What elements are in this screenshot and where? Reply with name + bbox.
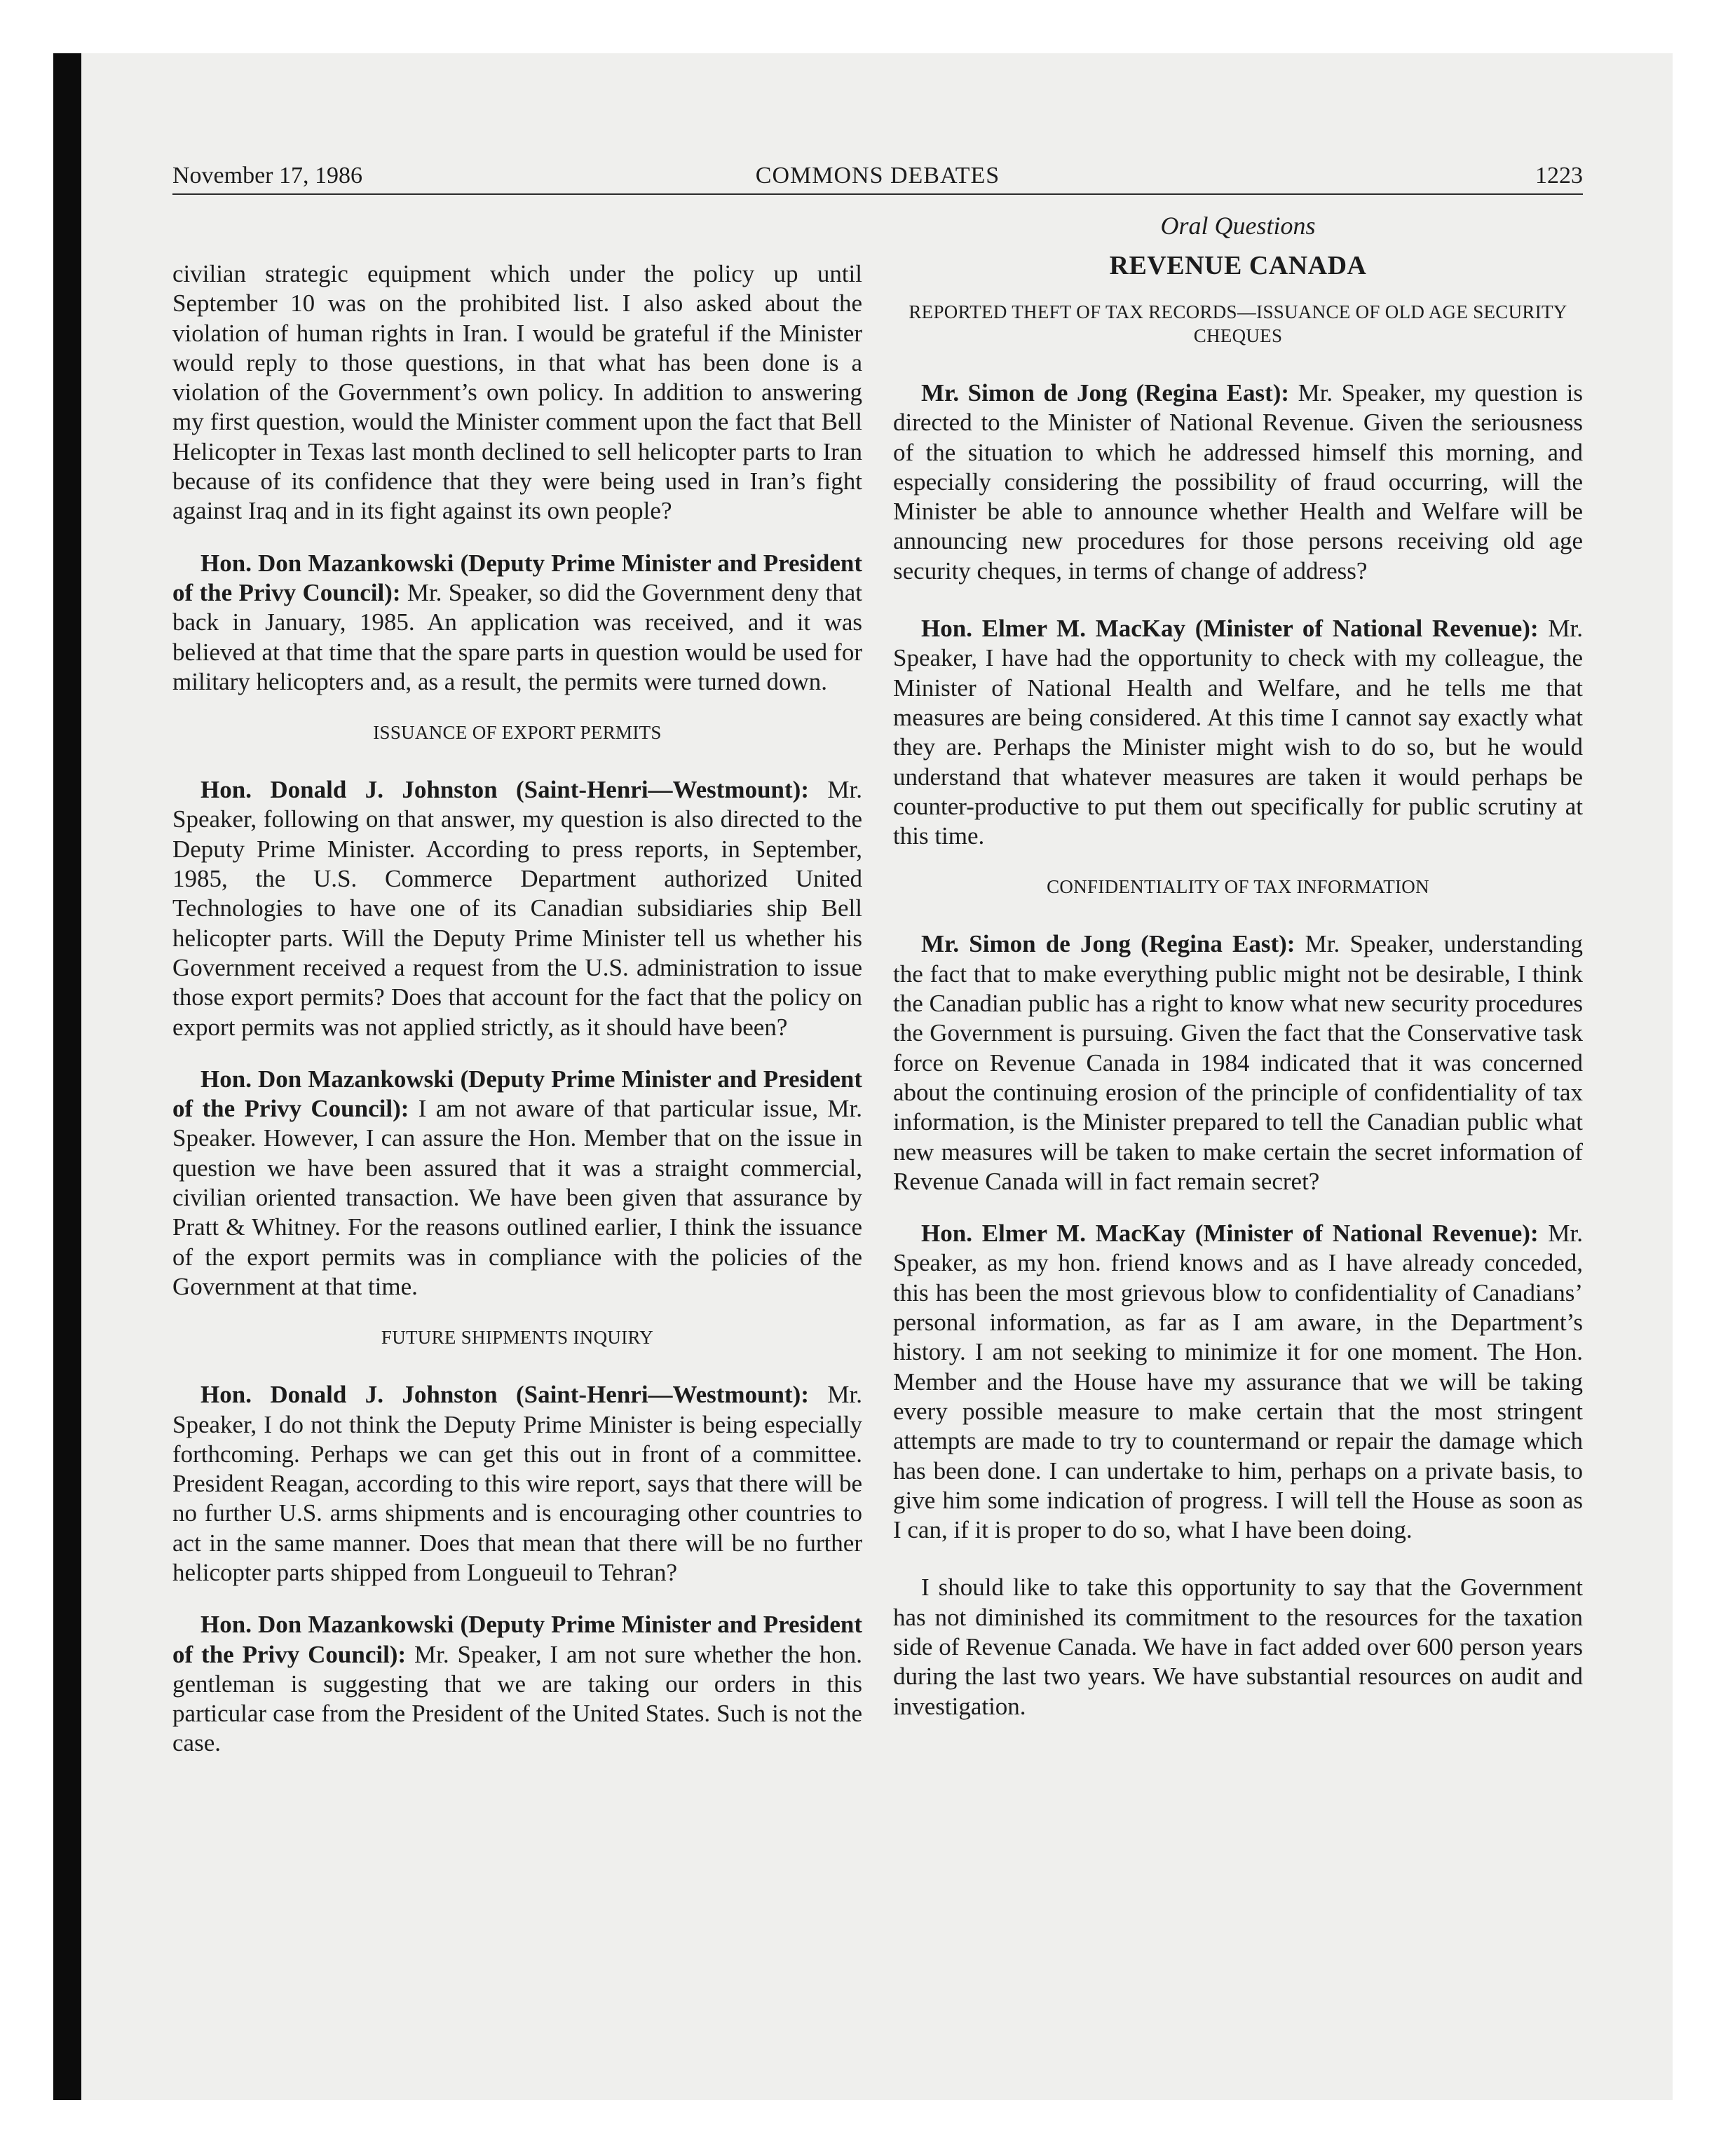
subheading: REPORTED THEFT OF TAX RECORDS—ISSUANCE OF OLD AGE SECURITY CHEQUES (909, 301, 1567, 346)
speech-text: Mr. Speaker, I am not sure whether the hon. gentleman is suggesting that we are taking our orders in this particular case from the President of the United States. Such is not the case. (172, 1640, 862, 1757)
paragraph (893, 929, 1583, 1196)
paragraph (893, 614, 1583, 851)
subheading: FUTURE SHIPMENTS INQUIRY (381, 1327, 654, 1349)
speaker-name: Mr. Simon de Jong (Regina East): (921, 930, 1295, 958)
header-rule (172, 193, 1583, 195)
speech-text: Mr. Speaker, I do not think the Deputy Prime Minister is being especially forthcoming. Perhaps we can get this out in front of a committee. President Reagan, according to this wire report, says that there will be no further U.S. arms shipments and is encouraging other countries to act in the same manner. Does that mean that there will be no further helicopter parts shipped from Longueuil to Tehran? (172, 1381, 862, 1586)
speaker-name: Hon. Don Mazankowski (Deputy Prime Minister and President of the Privy Council): (172, 1065, 862, 1123)
speaker-name: Mr. Simon de Jong (Regina East): (921, 379, 1290, 407)
paragraph (172, 1065, 862, 1302)
left-column (172, 259, 862, 1759)
speech-text: Mr. Speaker, so did the Government deny that back in January, 1985. An application was received, and it was believed at that time that the spare parts in question would be used for military helicopters and, as a result, the permits were turned down. (172, 578, 862, 695)
page-header (172, 157, 1583, 196)
speech-text: Mr. Speaker, following on that answer, my question is also directed to the Deputy Prime Minister. According to press reports, in September, 1985, the U.S. Commerce Department authorized United Technologies to have one of its Canadian subsidiaries ship Bell helicopter parts. Will the Deputy Prime Minister tell us whether his Government received a request from the U.S. administration to issue those export permits? Does that account for the fact that the policy on export permits was not applied strictly, as it should have been? (172, 776, 862, 1041)
speaker-name: Hon. Donald J. Johnston (Saint-Henri—Westmount): (200, 1381, 809, 1409)
speaker-name: Hon. Elmer M. MacKay (Minister of National Revenue): (921, 615, 1539, 643)
paragraph (893, 378, 1583, 586)
subheading: CONFIDENTIALITY OF TAX INFORMATION (1047, 876, 1429, 898)
paragraph (172, 549, 862, 697)
speech-text: Mr. Speaker, I have had the opportunity to check with my colleague, the Minister of National Health and Welfare, and he tells me that measures are being considered. At this time I cannot say exactly what they are. Perhaps the Minister might wish to do so, but he would understand that whatever measures are taken it would perhaps be counter-productive to put them out specifically for public scrutiny at this time. (893, 615, 1583, 850)
paragraph (172, 775, 862, 1042)
header-publication-title: COMMONS DEBATES (755, 163, 1000, 189)
speaker-name: Hon. Don Mazankowski (Deputy Prime Minister and President of the Privy Council): (172, 1611, 862, 1668)
paragraph: civilian strategic equipment which under the policy up until September 10 was on the prohibited list. I also asked about the violation of human rights in Iran. I would be grateful if the Minister would reply to those questions, in that what has been done is a violation of the Government’s own policy. In addition to answering my first question, would the Minister comment upon the fact that Bell Helicopter in Texas last month declined to sell helicopter parts to Iran because of its confidence that they were being used in Iran’s fight against Iraq and in its fight against its own people? (172, 260, 862, 525)
section-caption: Oral Questions (1160, 212, 1316, 240)
paragraph (172, 1380, 862, 1588)
paragraph (172, 1610, 862, 1758)
speech-text: I am not aware of that particular issue, Mr. Speaker. However, I can assure the Hon. Member that on the issue in question we have been assured that it was a straight commercial, civilian oriented transaction. We have been given that assurance by Pratt & Whitney. For the reasons outlined earlier, I think the issuance of the export permits was in compliance with the policies of the Government at that time. (172, 1095, 862, 1300)
speaker-name: Hon. Elmer M. MacKay (Minister of National Revenue): (921, 1220, 1539, 1248)
right-column (893, 210, 1583, 1721)
paragraph (893, 1219, 1583, 1545)
paragraph: I should like to take this opportunity to say that the Government has not diminished its commitment to the resources for the taxation side of Revenue Canada. We have in fact added over 600 person years during the last two years. We have substantial resources on audit and investigation. (893, 1574, 1583, 1720)
header-page-number: 1223 (1535, 163, 1583, 189)
scan-binding-edge (53, 53, 81, 2100)
speech-text: Mr. Speaker, as my hon. friend knows and as I have already conceded, this has been the most grievous blow to confidentiality of Canadians’ personal information, as far as I am aware, in the Department’s history. I am not seeking to minimize it for one moment. The Hon. Member and the House have my assurance that we will be taking every possible measure to make certain that the most stringent attempts are made to try to countermand or repair the damage which has been done. I can undertake to him, perhaps on a private basis, to give him some indication of progress. I will tell the House as soon as I can, if it is proper to do so, what I have been doing. (893, 1220, 1583, 1544)
speaker-name: Hon. Don Mazankowski (Deputy Prime Minister and President of the Privy Council): (172, 549, 862, 606)
subheading: ISSUANCE OF EXPORT PERMITS (373, 722, 662, 744)
speech-text: Mr. Speaker, understanding the fact that to make everything public might not be desirable, I think the Canadian public has a right to know what new security procedures the Government is pursuing. Given the fact that the Conservative task force on Revenue Canada in 1984 indicated that it was concerned about the continuing erosion of the principle of confidentiality of tax information, is the Minister prepared to tell the Canadian public what new measures will be taken to make certain the secret information of Revenue Canada will in fact remain secret? (893, 930, 1584, 1195)
header-date: November 17, 1986 (172, 163, 363, 189)
speaker-name: Hon. Donald J. Johnston (Saint-Henri—Westmount): (200, 776, 809, 804)
section-title: REVENUE CANADA (1109, 251, 1367, 280)
speech-text: Mr. Speaker, my question is directed to the Minister of National Revenue. Given the seriousness of the situation to which he addressed himself this morning, and especially considering the possibility of fraud occurring, will the Minister be able to announce whether Health and Welfare will be announcing new procedures for those persons receiving old age security cheques, in terms of change of address? (893, 379, 1583, 585)
